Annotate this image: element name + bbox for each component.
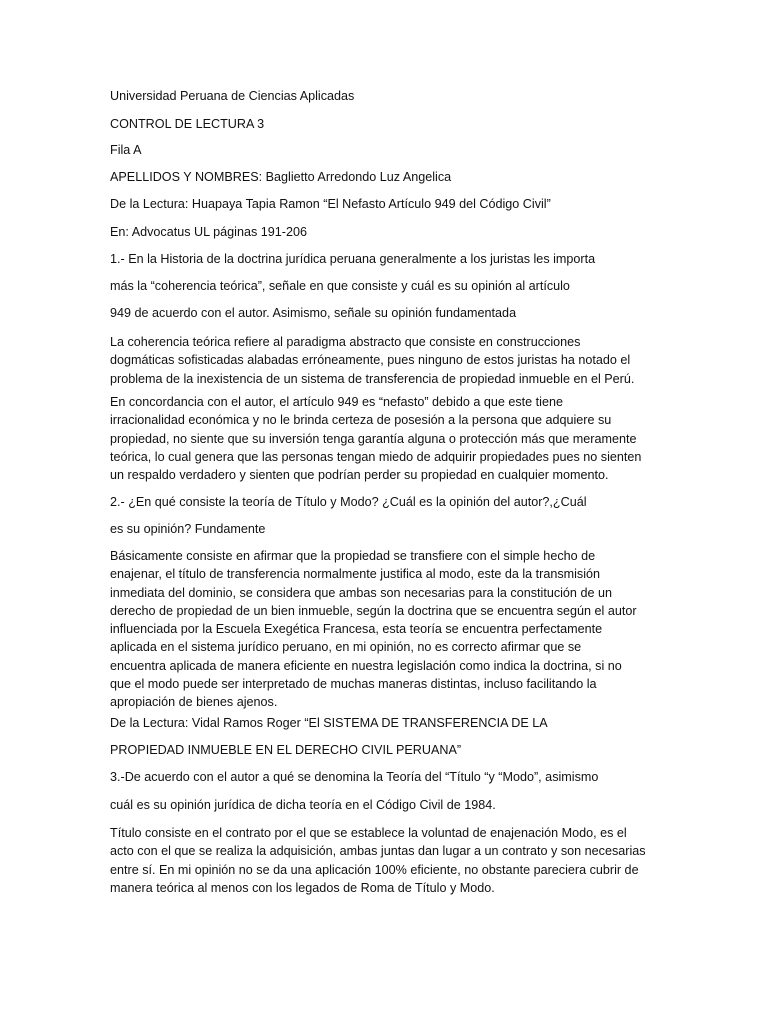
paragraph-line: apropiación de bienes ajenos. [110, 695, 278, 710]
paragraph-line: derecho de propiedad de un bien inmueble, según la doctrina que se encuentra según el autor [110, 603, 637, 618]
control-title: CONTROL DE LECTURA 3 [110, 117, 265, 131]
paragraph-line: inmediata del dominio, se considera que ambas son necesarias para la constitución de un [110, 585, 612, 600]
question3-line: 3.-De acuerdo con el autor a qué se denomina la Teoría del “Título “y “Modo”, asimismo [110, 770, 599, 784]
question3-line: cuál es su opinión jurídica de dicha teoría en el Código Civil de 1984. [110, 798, 496, 812]
paragraph-line: encuentra aplicada de manera eficiente en nuestra legislación como indica la doctrina, si no [110, 658, 622, 673]
paragraph-line: que el modo puede ser interpretado de muchas maneras distintas, incluso facilitando la [110, 677, 597, 692]
question1-line: 1.- En la Historia de la doctrina jurídica peruana generalmente a los juristas les importa [110, 252, 596, 266]
fila-label: Fila A [110, 143, 142, 157]
paragraph-line: En concordancia con el autor, el artículo 949 es “nefasto” debido a que este tiene [110, 395, 563, 409]
university-name: Universidad Peruana de Ciencias Aplicadas [110, 89, 355, 103]
document-page [110, 0, 670, 1024]
reading2-title: PROPIEDAD INMUEBLE EN EL DERECHO CIVIL PERUANA” [110, 743, 462, 757]
paragraph-line: aplicada en el sistema jurídico peruano, en mi opinión, no es correcto afirmar que se [110, 640, 582, 655]
paragraph-line: influenciada por la Escuela Exegética Francesa, esta teoría se encuentra perfectamente [110, 622, 603, 637]
paragraph-line: irracionalidad económica y no le brinda certeza de posesión a la persona que adquiere su [110, 413, 612, 428]
answer1-paragraph-2 [110, 393, 655, 484]
paragraph-line: Título consiste en el contrato por el que se establece la voluntad de enajenación Modo, es el [110, 826, 627, 840]
reading2-title: De la Lectura: Vidal Ramos Roger “El SISTEMA DE TRANSFERENCIA DE LA [110, 716, 548, 730]
question1-line: 949 de acuerdo con el autor. Asimismo, señale su opinión fundamentada [110, 306, 517, 320]
paragraph-line: entre sí. En mi opinión no se da una aplicación 100% eficiente, no obstante pareciera cubrir de [110, 862, 639, 877]
reading1-title: De la Lectura: Huapaya Tapia Ramon “El Nefasto Artículo 949 del Código Civil” [110, 197, 551, 211]
paragraph-line: Básicamente consiste en afirmar que la propiedad se transfiere con el simple hecho de [110, 549, 596, 563]
paragraph-line: problema de la inexistencia de un sistema de transferencia de propiedad inmueble en el Perú. [110, 371, 635, 386]
paragraph-line: enajenar, el título de transferencia normalmente justifica al modo, este da la transmisión [110, 567, 601, 582]
paragraph-line: teórica, lo cual genera que las personas tengan miedo de adquirir propiedades pues no sienten [110, 449, 642, 464]
answer3-paragraph [110, 824, 655, 897]
paragraph-line: dogmáticas sofisticadas alabadas erróneamente, pues ninguno de estos juristas ha notado el [110, 353, 631, 368]
question1-line: más la “coherencia teórica”, señale en que consiste y cuál es su opinión al artículo [110, 279, 570, 293]
answer1-paragraph-1 [110, 333, 655, 388]
paragraph-line: acto con el que se realiza la adquisición, ambas juntas dan lugar a un contrato y son necesarias [110, 844, 646, 859]
answer2-paragraph [110, 547, 655, 712]
paragraph-line: manera teórica al menos con los legados de Roma de Título y Modo. [110, 880, 495, 895]
question2-line: es su opinión? Fundamente [110, 522, 266, 536]
question2-line: 2.- ¿En qué consiste la teoría de Título y Modo? ¿Cuál es la opinión del autor?,¿Cuál [110, 495, 587, 509]
paragraph-line: un respaldo verdadero y sienten que podrían perder su propiedad en cualquier momento. [110, 468, 609, 483]
paragraph-line: La coherencia teórica refiere al paradigma abstracto que consiste en construcciones [110, 335, 581, 349]
paragraph-line: propiedad, no siente que su inversión tenga garantía alguna o protección más que meramente [110, 431, 637, 446]
student-name: APELLIDOS Y NOMBRES: Baglietto Arredondo Luz Angelica [110, 170, 452, 184]
reading1-source: En: Advocatus UL páginas 191-206 [110, 225, 307, 239]
